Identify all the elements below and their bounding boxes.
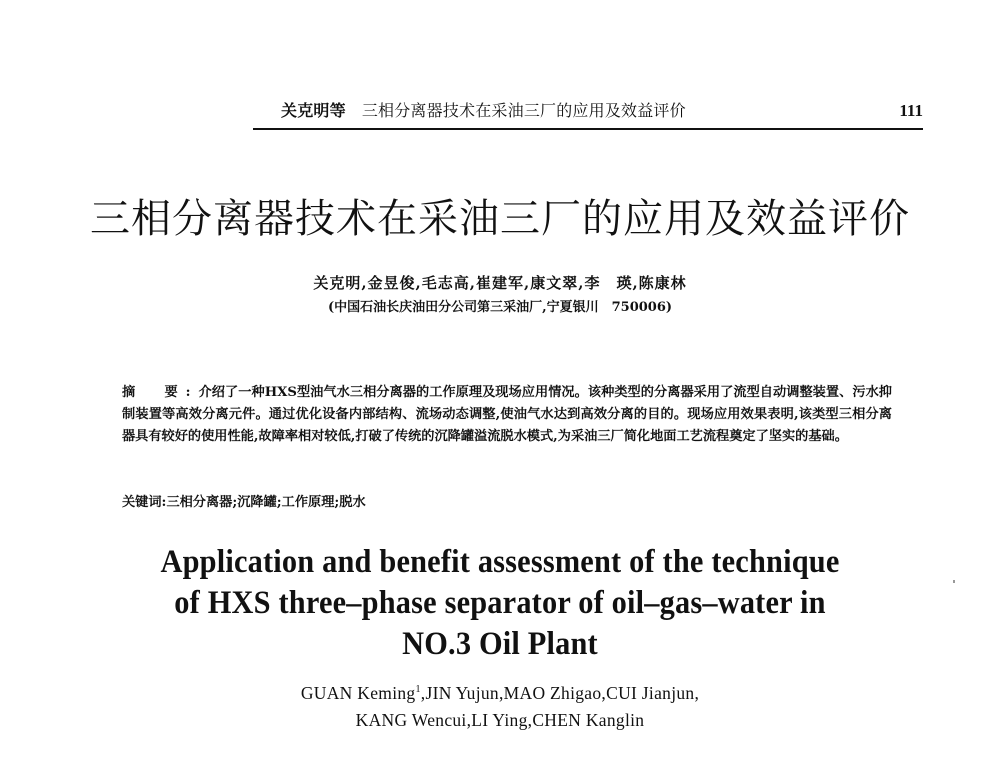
running-header <box>253 100 923 126</box>
english-title-line-3: NO.3 Oil Plant <box>402 626 598 662</box>
english-authors <box>0 680 1000 734</box>
english-title-line-1: Application and benefit assessment of the technique <box>160 544 840 580</box>
english-authors-line-2: KANG Wencui,LI Ying,CHEN Kanglin <box>355 710 645 730</box>
keywords-text: 三相分离器;沉降罐;工作原理;脱水 <box>166 495 366 510</box>
keywords-label: 关键词: <box>122 495 167 510</box>
scan-speck <box>953 580 955 583</box>
english-title <box>40 542 960 665</box>
affiliation-marker: 1 <box>415 684 421 695</box>
abstract-label: 摘 要: <box>122 385 199 400</box>
keywords <box>122 492 892 514</box>
other-authors: ,JIN Yujun,MAO Zhigao,CUI Jianjun, <box>420 683 700 703</box>
abstract-text: 介绍了一种HXS型油气水三相分离器的工作原理及现场应用情况。该种类型的分离器采用了流型自动调整装置、污水抑制装置等高效分离元件。通过优化设备内部结构、流场动态调整,使油气水达到高效分离的目的。现场应用效果表明,该类型三相分离器具有较好的使用性能,故障率相对较低,打破了传统的沉降罐溢流脱水模式,为采油三厂简化地面工艺流程奠定了坚实的基础。 <box>122 385 892 444</box>
chinese-title: 三相分离器技术在采油三厂的应用及效益评价 <box>90 196 910 242</box>
header-rule <box>253 128 923 130</box>
page-number: 111 <box>899 101 923 120</box>
running-header-title: 三相分离器技术在采油三厂的应用及效益评价 <box>361 101 686 120</box>
running-header-authors: 关克明等 <box>281 101 346 120</box>
chinese-affiliation: (中国石油长庆油田分公司第三采油厂,宁夏银川 750006) <box>327 300 673 315</box>
first-author: GUAN Keming <box>300 683 416 703</box>
abstract <box>122 382 892 448</box>
english-authors-line-1 <box>0 680 1000 707</box>
chinese-authors: 关克明,金昱俊,毛志高,崔建军,康文翠,李 瑛,陈康林 <box>313 274 687 292</box>
english-title-line-2: of HXS three–phase separator of oil–gas–water in <box>174 585 826 621</box>
running-header-text <box>281 100 686 122</box>
